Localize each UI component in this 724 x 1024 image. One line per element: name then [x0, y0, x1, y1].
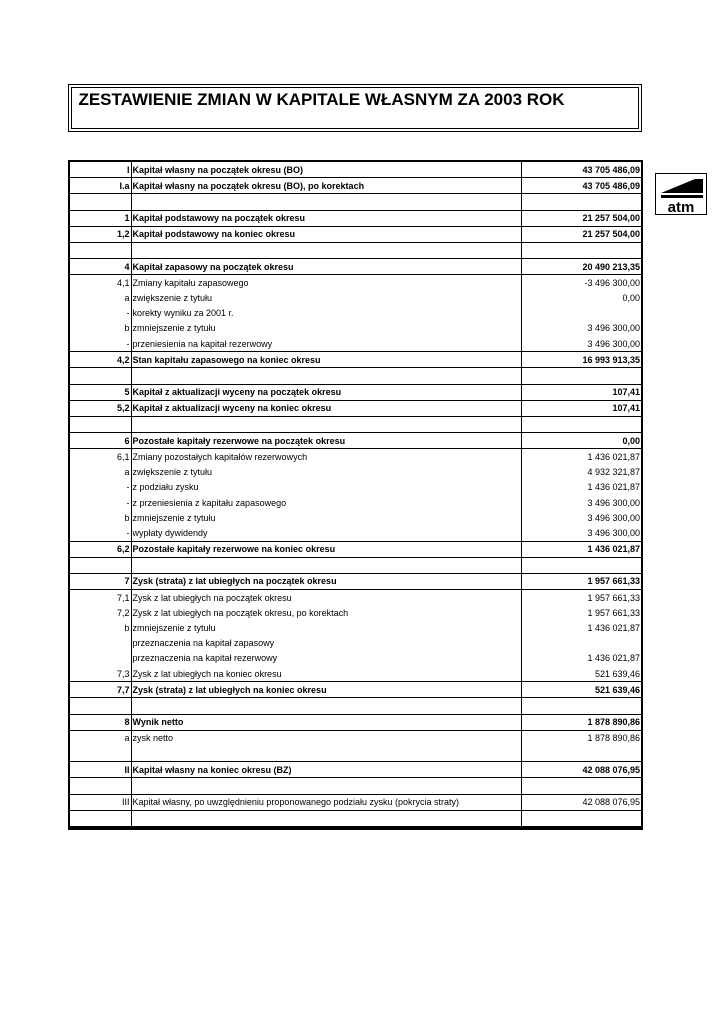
- row-number: -: [126, 497, 130, 508]
- row-value: [521, 698, 641, 714]
- table-row: [70, 778, 641, 794]
- row-number: [70, 698, 131, 714]
- table-row: [70, 368, 641, 384]
- row-label: Pozostałe kapitały rezerwowe na początek okresu: [131, 433, 521, 449]
- row-number: [70, 417, 131, 433]
- row-value: -3 496 300,00: [521, 275, 641, 291]
- table-row: [70, 636, 641, 651]
- row-value: 20 490 213,35: [521, 259, 641, 275]
- table-row: [70, 541, 641, 557]
- row-number: 7,7: [70, 682, 131, 698]
- row-number: II: [70, 762, 131, 778]
- row-label: Zmiany pozostałych kapitałów rezerwowych: [131, 449, 521, 465]
- row-value: 3 496 300,00: [521, 525, 641, 541]
- page-title: ZESTAWIENIE ZMIAN W KAPITALE WŁASNYM ZA 2003 ROK: [78, 90, 565, 109]
- row-number: -: [126, 308, 130, 319]
- row-value: 0,00: [521, 433, 641, 449]
- row-value: 42 088 076,95: [521, 762, 641, 778]
- table-row: [70, 433, 641, 449]
- table-row: [70, 762, 641, 778]
- row-number: [70, 368, 131, 384]
- table-row: [70, 226, 641, 242]
- row-label: zmniejszenie z tytułu: [131, 620, 521, 635]
- table-row: [70, 510, 641, 525]
- table-row: [70, 651, 641, 666]
- row-number: [70, 746, 131, 762]
- row-value: [521, 194, 641, 210]
- row-value: [521, 810, 641, 827]
- row-number: [70, 242, 131, 258]
- row-value: 1 436 021,87: [521, 449, 641, 465]
- table-row: [70, 384, 641, 400]
- table-row: [70, 210, 641, 226]
- row-label: wypłaty dywidendy: [131, 525, 521, 541]
- row-number: a: [124, 467, 130, 478]
- row-value: 1 957 661,33: [521, 573, 641, 589]
- row-label: Kapitał podstawowy na koniec okresu: [131, 226, 521, 242]
- row-number: III: [70, 794, 131, 810]
- row-label: Zysk z lat ubiegłych na koniec okresu: [131, 666, 521, 682]
- row-label: z podziału zysku: [131, 480, 521, 495]
- table-row: [70, 194, 641, 210]
- table-row: [70, 495, 641, 510]
- row-value: 1 957 661,33: [521, 605, 641, 620]
- row-value: 3 496 300,00: [521, 510, 641, 525]
- row-value: 4 932 321,87: [521, 465, 641, 480]
- row-number: b: [124, 512, 130, 523]
- row-value: 1 957 661,33: [521, 590, 641, 606]
- table-row: [70, 730, 641, 746]
- row-label: przeznaczenia na kapitał rezerwowy: [131, 651, 521, 666]
- row-number: 4,1: [116, 277, 130, 288]
- row-label: [131, 557, 521, 573]
- row-label: Wynik netto: [131, 714, 521, 730]
- row-label: [131, 417, 521, 433]
- row-label: [131, 810, 521, 827]
- row-number: [70, 651, 131, 666]
- table-row: [70, 352, 641, 368]
- row-label: Zysk (strata) z lat ubiegłych na początek okresu: [131, 573, 521, 589]
- table-row: [70, 449, 641, 465]
- table-row: [70, 259, 641, 275]
- row-value: 42 088 076,95: [521, 794, 641, 810]
- row-label: zwiększenie z tytułu: [131, 291, 521, 306]
- row-value: 43 705 486,09: [521, 162, 641, 178]
- row-label: Kapitał własny na początek okresu (BO), po korektach: [131, 178, 521, 194]
- row-number: b: [124, 623, 130, 634]
- row-number: [70, 778, 131, 794]
- row-number: 8: [70, 714, 131, 730]
- table-row: [70, 666, 641, 682]
- table-row: [70, 525, 641, 541]
- row-number: [70, 557, 131, 573]
- svg-text:atm: atm: [667, 199, 695, 215]
- row-number: 7,1: [116, 592, 130, 603]
- row-number: [70, 636, 131, 651]
- table-row: [70, 682, 641, 698]
- table-row: [70, 465, 641, 480]
- row-value: 1 878 890,86: [521, 714, 641, 730]
- row-number: 5,2: [70, 400, 131, 416]
- row-label: z przeniesienia z kapitału zapasowego: [131, 495, 521, 510]
- row-value: 521 639,46: [521, 682, 641, 698]
- row-label: Pozostałe kapitały rezerwowe na koniec okresu: [131, 541, 521, 557]
- row-label: korekty wyniku za 2001 r.: [131, 306, 521, 321]
- row-value: [521, 242, 641, 258]
- row-number: 5: [70, 384, 131, 400]
- row-value: 1 436 021,87: [521, 620, 641, 635]
- row-label: zysk netto: [131, 730, 521, 746]
- table-row: [70, 336, 641, 352]
- row-label: zwiększenie z tytułu: [131, 465, 521, 480]
- table-row: [70, 746, 641, 762]
- table-row: [70, 242, 641, 258]
- row-number: 7,2: [116, 607, 130, 618]
- row-value: 43 705 486,09: [521, 178, 641, 194]
- table-row: [70, 557, 641, 573]
- row-value: 1 436 021,87: [521, 480, 641, 495]
- row-number: -: [126, 527, 130, 538]
- row-label: [131, 242, 521, 258]
- row-value: 521 639,46: [521, 666, 641, 682]
- row-number: 4: [70, 259, 131, 275]
- table-row: [70, 306, 641, 321]
- row-label: [131, 778, 521, 794]
- row-number: 1: [70, 210, 131, 226]
- table-row: [70, 291, 641, 306]
- row-number: 6,2: [70, 541, 131, 557]
- row-label: [131, 194, 521, 210]
- table-row: [70, 321, 641, 336]
- table-row: [70, 400, 641, 416]
- row-value: [521, 368, 641, 384]
- row-label: zmniejszenie z tytułu: [131, 510, 521, 525]
- row-number: 7,3: [116, 668, 130, 679]
- row-value: 3 496 300,00: [521, 321, 641, 336]
- table-row: [70, 620, 641, 635]
- row-number: -: [126, 482, 130, 493]
- equity-changes-table: [68, 160, 643, 830]
- row-value: 16 993 913,35: [521, 352, 641, 368]
- row-label: Zysk z lat ubiegłych na początek okresu, po korektach: [131, 605, 521, 620]
- row-label: Zysk z lat ubiegłych na początek okresu: [131, 590, 521, 606]
- table-row: [70, 714, 641, 730]
- row-label: zmniejszenie z tytułu: [131, 321, 521, 336]
- row-label: Kapitał własny na koniec okresu (BZ): [131, 762, 521, 778]
- row-label: Zysk (strata) z lat ubiegłych na koniec okresu: [131, 682, 521, 698]
- company-logo-icon: [655, 173, 707, 215]
- row-value: 107,41: [521, 384, 641, 400]
- row-label: [131, 368, 521, 384]
- table-row: [70, 810, 641, 827]
- row-number: a: [124, 733, 130, 744]
- row-number: I: [70, 162, 131, 178]
- row-value: 1 436 021,87: [521, 541, 641, 557]
- row-label: [131, 746, 521, 762]
- row-label: Kapitał podstawowy na początek okresu: [131, 210, 521, 226]
- row-value: [521, 636, 641, 651]
- row-label: Kapitał z aktualizacji wyceny na początek okresu: [131, 384, 521, 400]
- row-label: Kapitał własny na początek okresu (BO): [131, 162, 521, 178]
- row-value: [521, 306, 641, 321]
- table-row: [70, 573, 641, 589]
- row-value: 1 878 890,86: [521, 730, 641, 746]
- row-number: [70, 810, 131, 827]
- row-number: 1,2: [70, 226, 131, 242]
- row-label: Stan kapitału zapasowego na koniec okresu: [131, 352, 521, 368]
- row-value: 3 496 300,00: [521, 336, 641, 352]
- row-label: [131, 698, 521, 714]
- row-label: Zmiany kapitału zapasowego: [131, 275, 521, 291]
- row-number: 6,1: [116, 451, 130, 462]
- row-value: [521, 557, 641, 573]
- table-row: [70, 275, 641, 291]
- row-value: 21 257 504,00: [521, 210, 641, 226]
- row-number: a: [124, 293, 130, 304]
- row-label: przeznaczenia na kapitał zapasowy: [131, 636, 521, 651]
- table-row: [70, 794, 641, 810]
- table-row: [70, 698, 641, 714]
- row-value: [521, 746, 641, 762]
- row-number: 7: [70, 573, 131, 589]
- row-number: 4,2: [70, 352, 131, 368]
- row-number: I.a: [70, 178, 131, 194]
- table-row: [70, 162, 641, 178]
- row-value: 0,00: [521, 291, 641, 306]
- row-value: 3 496 300,00: [521, 495, 641, 510]
- row-label: Kapitał własny, po uwzględnieniu proponowanego podziału zysku (pokrycia straty): [131, 794, 521, 810]
- table-row: [70, 178, 641, 194]
- table-row: [70, 605, 641, 620]
- row-value: 1 436 021,87: [521, 651, 641, 666]
- row-value: 21 257 504,00: [521, 226, 641, 242]
- row-label: Kapitał z aktualizacji wyceny na koniec okresu: [131, 400, 521, 416]
- row-value: [521, 417, 641, 433]
- row-number: [70, 194, 131, 210]
- row-label: Kapitał zapasowy na początek okresu: [131, 259, 521, 275]
- table-row: [70, 480, 641, 495]
- table-row: [70, 417, 641, 433]
- table-row: [70, 590, 641, 606]
- row-number: -: [126, 338, 130, 349]
- row-value: [521, 778, 641, 794]
- row-label: przeniesienia na kapitał rezerwowy: [131, 336, 521, 352]
- row-value: 107,41: [521, 400, 641, 416]
- row-number: 6: [70, 433, 131, 449]
- row-number: b: [124, 323, 130, 334]
